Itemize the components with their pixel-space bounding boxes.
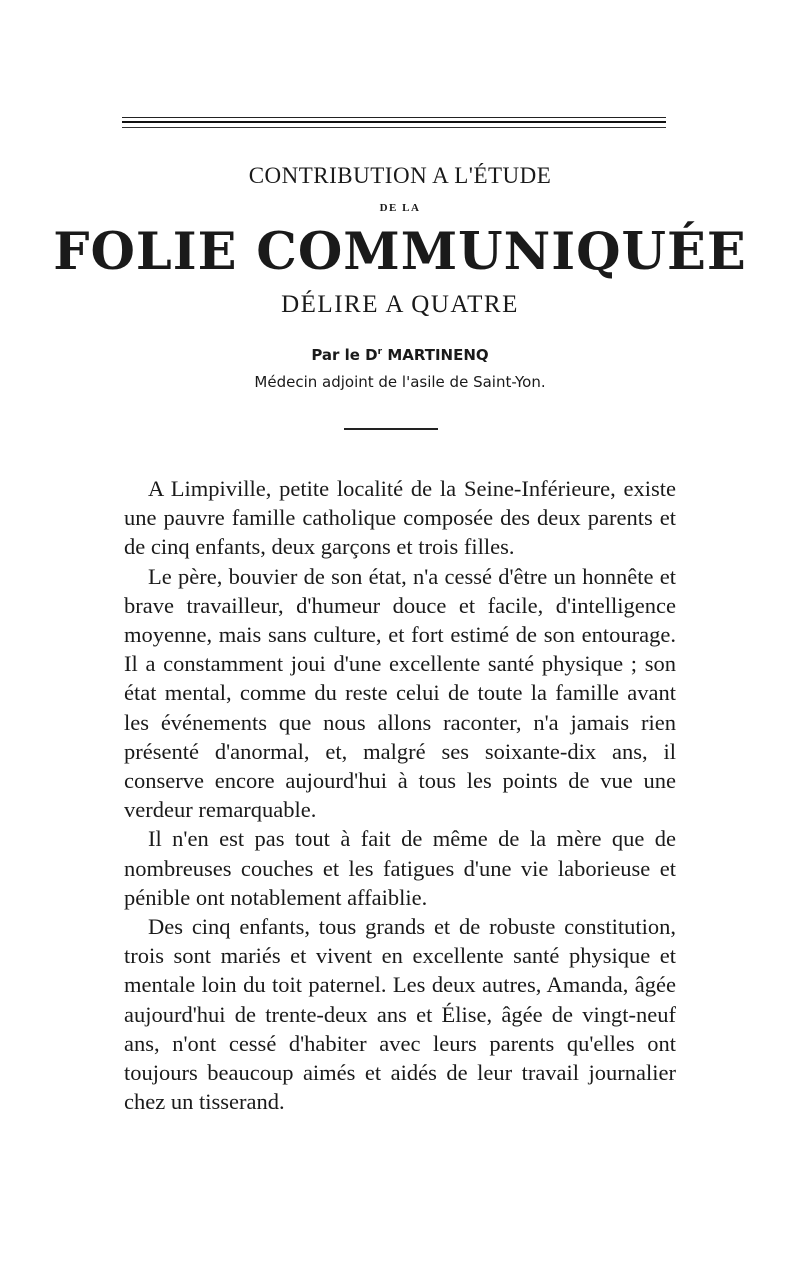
- main-title: FOLIE COMMUNIQUÉE: [53, 222, 747, 282]
- top-rule-bottom: [122, 127, 666, 128]
- article-body: [124, 474, 676, 1116]
- subtitle: DÉLIRE A QUATRE: [281, 291, 519, 318]
- author-title-sup: r: [377, 347, 383, 357]
- top-rule-thin: [122, 117, 666, 118]
- title-line-de-la: DE LA: [379, 202, 421, 214]
- section-divider: [344, 428, 438, 430]
- author-line: [0, 346, 800, 364]
- author-affiliation: Médecin adjoint de l'asile de Saint-Yon.: [254, 373, 546, 391]
- paragraph: A Limpiville, petite localité de la Seine-Inférieure, existe une pauvre famille catholique composée des deux parents et de cinq enfants, deux garçons et trois filles.: [124, 476, 676, 560]
- author-prefix: Par le D: [311, 346, 378, 364]
- paragraph: Il n'en est pas tout à fait de même de la mère que de nombreuses couches et les fatigues d'une vie laborieuse et pénible ont notablement affaiblie.: [124, 826, 676, 910]
- paragraph: Des cinq enfants, tous grands et de robuste constitution, trois sont mariés et vivent en excellente santé physique et mentale loin du toit paternel. Les deux autres, Amanda, âgée aujourd'hui de trente-deux ans et Élise, âgée de vingt-neuf ans, n'ont cessé d'habiter avec leurs parents qu'elles ont toujours beaucoup aimés et aidés de leur travail journalier chez un tisserand.: [124, 914, 676, 1115]
- author-name: MARTINENQ: [387, 346, 489, 364]
- title-line-contribution: CONTRIBUTION A L'ÉTUDE: [248, 163, 552, 188]
- top-rule-thick: [122, 121, 666, 123]
- paragraph: Le père, bouvier de son état, n'a cessé d'être un honnête et brave travailleur, d'humeur douce et facile, d'intelligence moyenne, mais sans culture, et fort estimé de son entourage. Il a constamment joui d'une excellente santé physique ; son état mental, comme du reste celui de toute la famille avant les événements que nous allons raconter, n'a jamais rien présenté d'anormal, et, malgré ses soixante-dix ans, il conserve encore aujourd'hui à tous les points de vue une verdeur remarquable.: [124, 563, 676, 823]
